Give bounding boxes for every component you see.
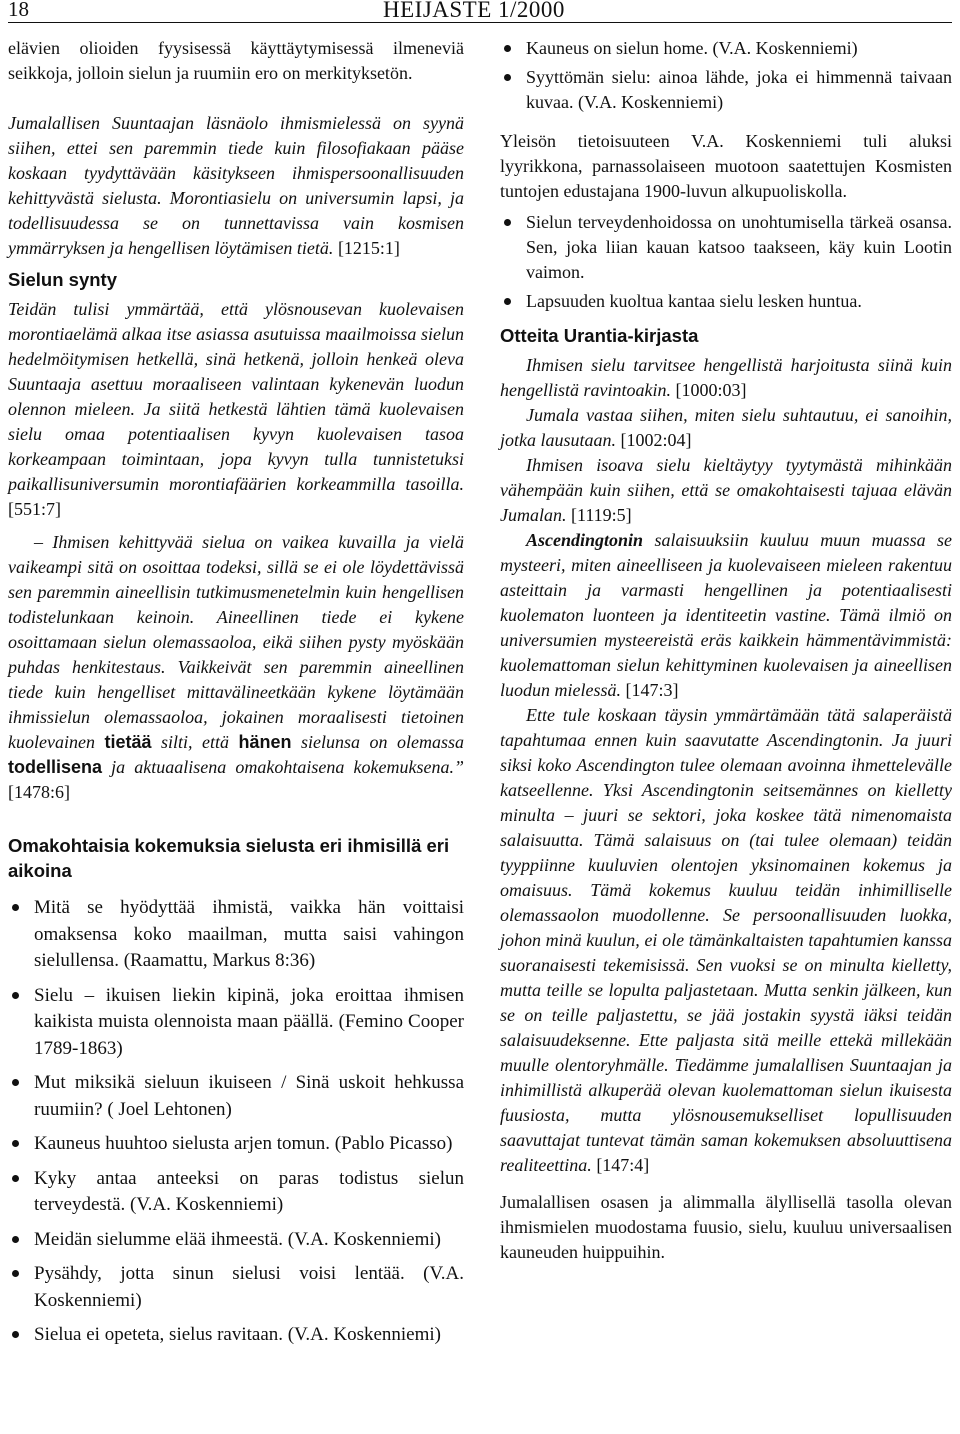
bold-word: tietää: [104, 732, 152, 752]
paragraph-intro: elävien olioiden fyysisessä käyttäytymisessä ilmeneviä seikkoja, jolloin sielun ja ruumiin ero on merkityksetön.: [8, 38, 464, 83]
heading-sielun-synty: Sielun synty: [8, 269, 117, 290]
italic-text: Teidän tulisi ymmärtää, että ylösnousevan kuolevaisen morontiaelämä alkaa itse asiassa asutuissa maailmoissa sielun hedelmöitymisen hetkellä, sinä hetkenä, jolloin henkeä oleva Suuntaaja asettuu moraaliseen valintaan kykenevän luodun olennon mieleen. Ja siitä hetkestä lähtien tämä kuolevaisen sielu omaa potentiaalisen kyvyn kuolevaisen tasoa korkeampaan toimintaan, jopa kyvyn tulla tunnistetuksi paikallisuniversumin morontiafäärien korkeammilla tasoilla.: [8, 299, 464, 494]
bold-word: hänen: [238, 732, 292, 752]
reference: [1002:04]: [616, 430, 692, 450]
list-item: Meidän sielumme elää ihmeestä. (V.A. Koskenniemi): [8, 1227, 464, 1254]
list-item: Kauneus huuhtoo sielusta arjen tomun. (Pablo Picasso): [8, 1131, 464, 1158]
quote-2: [500, 403, 952, 453]
left-column: [8, 36, 464, 1357]
paragraph-suuntaaja: [8, 111, 464, 261]
italic-text: sielunsa on olemassa: [291, 732, 465, 752]
reference: [147:4]: [591, 1155, 650, 1175]
reference: [1215:1]: [333, 238, 400, 258]
heading-otteita: Otteita Urantia-kirjasta: [500, 325, 699, 346]
italic-text: silti, että: [151, 732, 239, 752]
italic-text: Ihmisen isoava sielu kieltäytyy tyytymästä mihinkään vähempään kuin siihen, että se omakohtaisesti tajuaa elävän Jumalan.: [500, 455, 952, 525]
list-item: Sielu – ikuisen liekin kipinä, joka eroittaa ihmisen kaikista muista olennoista maan päällä. (Femino Cooper 1789-1863): [8, 983, 464, 1063]
quote-list-top: [500, 36, 952, 115]
bold-word: todellisena: [8, 757, 103, 777]
heading-kokemuksia: Omakohtaisia kokemuksia sielusta eri ihmisillä eri aikoina: [8, 835, 450, 881]
quote-1: [500, 353, 952, 403]
italic-text: Jumalallisen Suuntaajan läsnäolo ihmismielessä on syynä siihen, ettei sen paremmin tiede kuin filosofiakaan pääse koskaan tyydyttävään käsitykseen ihmispersoonallisuuden kehittyvästä sielusta. Morontiasielu on universumin lapsi, ja todellisuudessa se on tunnettavissa vain kosmisen ymmärryksen ja hengellisen löytämisen tietä.: [8, 113, 464, 258]
italic-text: Ihmisen sielu tarvitsee hengellistä harjoitusta siinä kuin hengellistä ravintoakin.: [500, 355, 952, 400]
list-item: Mitä se hyödyttää ihmistä, vaikka hän voittaisi omaksensa koko maailman, mutta saisi vahingon sielullensa. (Raamattu, Markus 8:36): [8, 895, 464, 975]
italic-text: ja aktuaalisena omakohtaisena kokemuksena.”: [102, 757, 464, 777]
paragraph-closing: Jumalallisen osasen ja alimmalla älyllisellä tasolla olevan ihmismielen muodostama fuusio, sielu, kuuluu universaalisen kauneuden huippuihin.: [500, 1192, 952, 1262]
page-number: 18: [8, 0, 29, 21]
quote-4: [500, 528, 952, 703]
quote-3: [500, 453, 952, 528]
list-item: Sielun terveydenhoidossa on unohtumisella tärkeä osansa. Sen, joka liian kauan katsoo taakseen, käy kuin Lootin vaimon.: [500, 210, 952, 285]
list-item: Lapsuuden kuoltua kantaa sielu lesken huntua.: [500, 289, 952, 314]
list-item: Kyky antaa anteeksi on paras todistus sielun terveydestä. (V.A. Koskenniemi): [8, 1166, 464, 1219]
quote-list-mid: [500, 210, 952, 314]
italic-text: Ette tule koskaan täysin ymmärtämään tätä salaperäistä tapahtumaa ennen kuin saavutatte Ascendingtonin. Ja juuri siksi koko Ascendington tulee olemaan avoinna ihmettelevälle katseellenne. Yksi Ascendingtonin seitsemännes on kielletty minulta – juuri se sektori, joka koskee tätä nimenomaista salaisuutta. Tämä salaisuus on (tai tulee olemaan) teidän tyyppiinne kuuluvien olentojen yksinomainen kokemus ja omaisuus. Tämä kokemus kuuluu teidän inhimilliselle olemassaolon muodollenne. Se persoonallisuuden luokka, johon minä kuulun, ei ole tämänkaltaisten tapahtumien kanssa suoranaisesti tekemisissä. Sen vuoksi se on minulta kielletty, mutta teille se lopulta paljastetaan. Mutta senkin jälkeen, kun se on teille paljastettu, se jää jostakin syystä iäksi teidän salaisuudeksenne. Ette paljasta sitä meille ettekä millekään muulle olentoryhmälle. Tiedämme jumalallisen Suuntaajan ja inhimillistä alkuperää olevan kuolemattoman sielun ikuisesta fuusiosta, mutta ylösnousemukselliset lopullisuuden saavuttajat tuntevat tämän saman kokemuksen absoluuttisena realiteettina.: [500, 705, 952, 1175]
list-item: Mut miksikä sieluun ikuiseen / Sinä uskoit hehkussa ruumiin? ( Joel Lehtonen): [8, 1070, 464, 1123]
paragraph-kehittyva-sielu: [8, 530, 464, 805]
list-item: Kauneus on sielun home. (V.A. Koskenniemi): [500, 36, 952, 61]
italic-text: – Ihmisen kehittyvää sielua on vaikea kuvailla ja vielä vaikeampi sitä on osoittaa todeksi, sillä se ei ole löydettävissä sen paremmin aineellisin tutkimusmenetelmin kuin hengellisen todistelunkaan keinoin. Aineellinen tiede ei kykene osoittamaan sielun olemassaoloa, eikä siihen pysty myöskään puhdas henkitestaus. Vaikkeivät sen paremmin aineellinen tiede kuin hengelliset mittavälineetkään kykene löytämään ihmissielun olemassaoloa, jokainen moraalisesti tietoinen kuolevainen: [8, 532, 464, 752]
reference: [147:3]: [621, 680, 679, 700]
reference: [551:7]: [8, 499, 61, 519]
italic-text: salaisuuksiin kuuluu muun muassa se mysteeri, miten aineelliseen ja kuolevaiseen mieleen rakentuu asteittain ja varmasti hengellinen ja potentiaalisesti kuolematon luonteen ja identiteetin vastine. Tämä ilmiö on universumien mysteereistä eräs kaikkein hämmentävimmistä: kuolemattoman sielun kehittyminen kuolevaisen ja aineellisen luodun mielessä.: [500, 530, 952, 700]
paragraph-koskenniemi-info: Yleisön tietoisuuteen V.A. Koskenniemi tuli aluksi lyyrikkona, parnassolaiseen muotoon saatettujen Kosmisten tuntojen edustajana 1900-luvun alkupuoliskolla.: [500, 131, 952, 201]
page-header: [8, 0, 952, 23]
italic-text: Jumala vastaa siihen, miten sielu suhtautuu, ei sanoihin, jotka lausutaan.: [500, 405, 952, 450]
quote-5: [500, 703, 952, 1178]
paragraph-synty: [8, 297, 464, 522]
list-item: Pysähdy, jotta sinun sielusi voisi lentää. (V.A. Koskenniemi): [8, 1261, 464, 1314]
quote-list: [8, 895, 464, 1349]
reference: [1000:03]: [670, 380, 747, 400]
list-item: Sielua ei opeteta, sielus ravitaan. (V.A. Koskenniemi): [8, 1322, 464, 1349]
emphasized-word: Ascendingtonin: [526, 530, 644, 550]
list-item: Syyttömän sielu: ainoa lähde, joka ei himmennä taivaan kuvaa. (V.A. Koskenniemi): [500, 65, 952, 115]
right-column: [500, 36, 952, 1265]
reference: [1119:5]: [566, 505, 632, 525]
reference: [1478:6]: [8, 782, 70, 802]
running-title: HEIJASTE 1/2000: [383, 0, 565, 22]
